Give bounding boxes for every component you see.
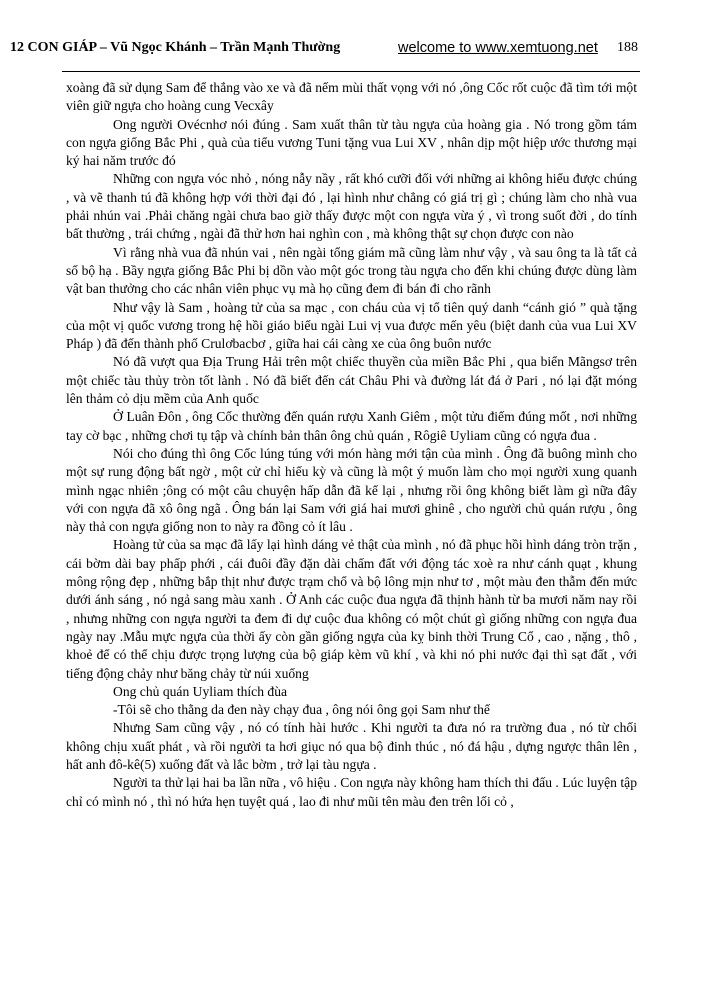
paragraph: Nó đã vượt qua Địa Trung Hải trên một chiếc thuyền của miền Bắc Phi , qua biển Mãngsơ trên một chiếc tàu thủy tròn tốt lành . Nó đã biết đến cát Châu Phi và đường lát đá ở Pari , nó lại đặt móng lên thảm cỏ dịu mềm của Anh quốc	[66, 354, 637, 407]
paragraph: Nhưng Sam cũng vậy , nó có tính hài hước . Khi người ta đưa nó ra trường đua , nó từ chối không chịu xuất phát , và rồi người ta hơi giục nó qua bộ đinh thúc , nó đá hậu , dựng ngược thân lên , hất anh đô-kê(5) xuống đất và lắc bờm , trở lại tàu ngựa .	[66, 720, 637, 772]
paragraph: Ong người Ovécnhơ nói đúng . Sam xuất thân từ tàu ngựa của hoàng gia . Nó trong gồm tám con ngựa giống Bắc Phi , quà của tiểu vương Tuni tặng vua Lui XV , nhân dịp một hiệp ước thương mại ký hai năm trước đó	[66, 116, 637, 169]
paragraph: xoàng đã sử dụng Sam để thắng vào xe và đã nếm mùi thất vọng với nó ,ông Cốc rốt cuộc đã tìm tới một viên giữ ngựa cho hoàng cung Vecxây	[66, 80, 637, 114]
paragraph: Như vậy là Sam , hoàng tử của sa mạc , con cháu của vị tổ tiên quý danh “cánh gió ” quà tặng của một vị quốc vương trong hệ hồi giáo biếu ngài Lui vị vua được mến yêu (biệt danh của vua Lui XV Pháp ) đã đến thành phố Crulơbacbơ , giữa hai cái càng xe của ông buôn nước	[66, 299, 637, 352]
paragraph: Ong chủ quán Uyliam thích đùa	[113, 683, 288, 699]
paragraph: Vì rằng nhà vua đã nhún vai , nên ngài tổng giám mã cũng làm như vậy , và sau ông ta là tất cả số bộ hạ . Bầy ngựa giống Bắc Phi bị dồn vào một góc trong tàu ngựa cho đến khi chúng được dùng làm vật ban thưởng cho các nhân viên phục vụ mà họ cũng đem đi bán đi cho rãnh	[66, 244, 637, 297]
paragraph: Nói cho đúng thì ông Cốc lúng túng với món hàng mới tận của mình . Ông đã buông mình cho một sự rung động bất ngờ , một cử chỉ hiếu kỳ và cũng là một ý muốn làm cho mọi người xung quanh mình ngạc nhiên ;ông có một câu chuyện hấp dẫn đã kể lại , nhưng rồi ông không biết làm gì nữa đây với con ngựa đã xô ông ngã . Ông bán lại Sam với giá hai mươi ghinê , cho người chủ quán rượu , ông này thả con ngựa giống non to này ra đồng cỏ ít lâu .	[66, 445, 637, 535]
paragraph: -Tôi sẽ cho thằng da đen này chạy đua , ông nói ông gọi Sam như thế	[113, 702, 490, 718]
paragraph: Những con ngựa vóc nhỏ , nóng nẫy nầy , rất khó cưỡi đối với những ai không hiểu được chúng , và vẽ thanh tú đã không hợp với thời đại đó , lại hình như chẳng có giá trị gì ; chúng làm cho nhà vua phải nhún vai .Phải chăng ngài chưa bao giờ thấy được một con ngựa vừa ý , vì trong suốt đời , do tính bất thường , trái chứng , ngài đã thử hơn hai nghìn con , mà không thật sự chọn được con nào	[66, 171, 637, 242]
website-link[interactable]: welcome to www.xemtuong.net	[398, 40, 598, 56]
paragraph: Người ta thử lại hai ba lần nữa , vô hiệu . Con ngựa này không ham thích thi đấu . Lúc luyện tập chỉ có mình nó , thì nó hứa hẹn tuyệt quá , lao đi như mũi tên màu đen trên lối cỏ ,	[66, 775, 637, 809]
paragraph: Hoàng tử của sa mạc đã lấy lại hình dáng vẻ thật của mình , nó đã phục hồi hình dáng tròn trặn , cái bờm dài bay phấp phới , cái đuôi đầy đặn dài chấm đất với động tác xoè ra như cánh quạt , khung mông rộng đẹp , những bắp thịt như được trạm chổ và bộ lông mịn như tơ , một màu đen thẫm đến mức dưới ánh sáng , nó ngả sang màu xanh . Ở Anh các cuộc đua ngựa đã thịnh hành từ ba mươi năm nay rồi , nhưng những con ngựa người ta đem đi dự cuộc đua không có một chút gì giống những con ngựa đua ngày nay .Mẫu mực ngựa của thời ấy còn gần giống ngựa của kỵ binh thời Trung Cổ , cao , nặng , thô , khoẻ để có thể chịu được trọng lượng của bộ giáp kèm vũ khí , và khi nó phi nước đại thì sạt đất , với tiếng động chảy như băng chảy từ núi xuống	[66, 537, 637, 681]
body-text	[66, 79, 637, 811]
page-header	[10, 40, 670, 62]
paragraph: Ở Luân Đôn , ông Cốc thường đến quán rượu Xanh Giêm , một tửu điếm đúng mốt , nơi những tay cờ bạc , những chơi tụ tập và chính bản thân ông chủ quán , Rôgiê Uyliam cũng có ngựa đua .	[66, 409, 637, 443]
page-number: 188	[617, 40, 638, 55]
book-title-header: 12 CON GIÁP – Vũ Ngọc Khánh – Trần Mạnh Thường	[10, 40, 341, 55]
header-divider	[62, 71, 640, 72]
